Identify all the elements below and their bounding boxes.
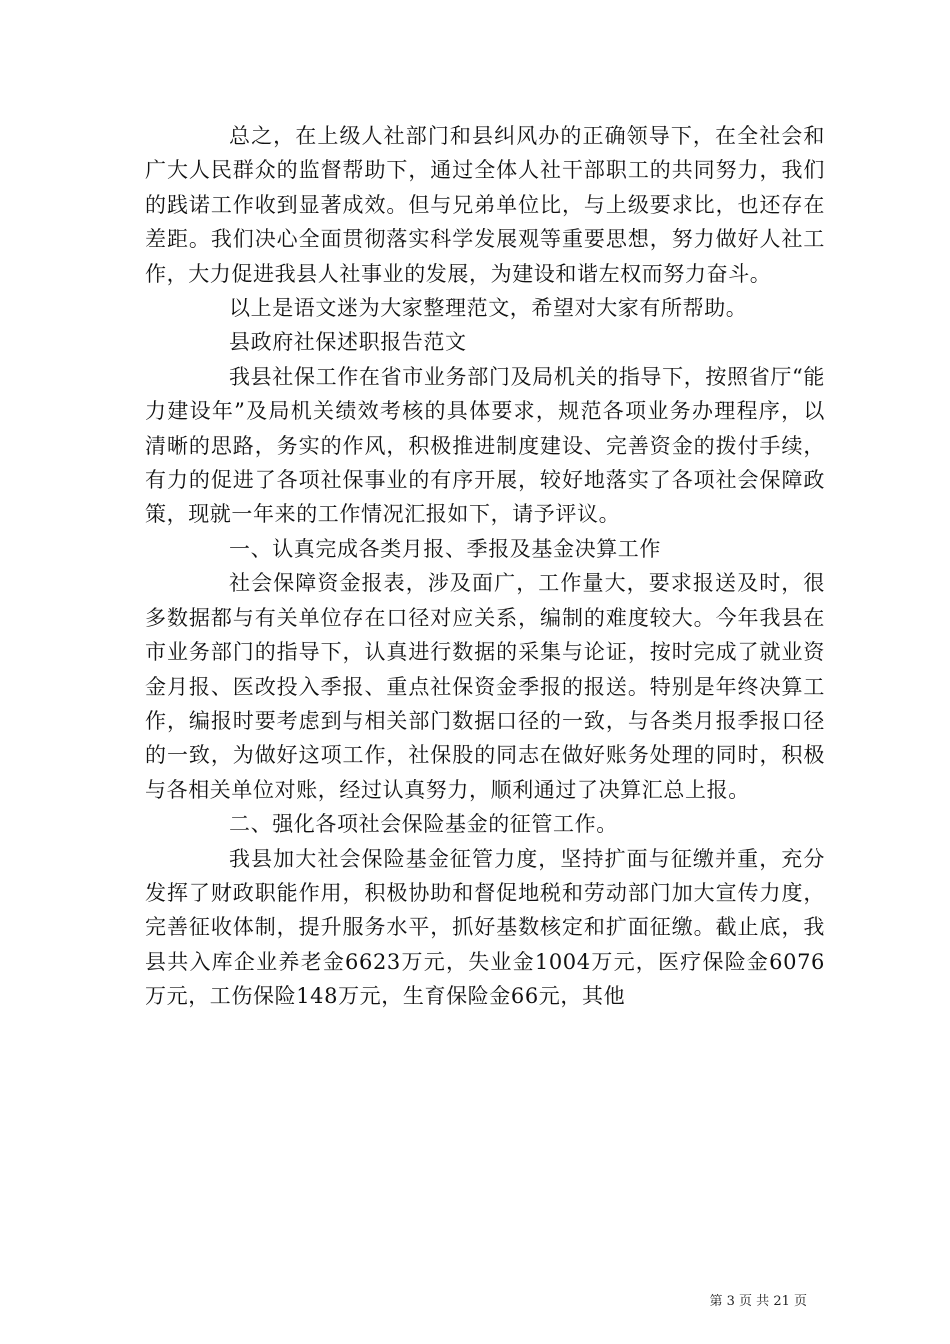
paragraph-intro: 我县社保工作在省市业务部门及局机关的指导下，按照省厅“能力建设年”及局机关绩效考核的具体要求，规范各项业务办理程序，以清晰的思路，务实的作风，积极推进制度建设、完善资金的拨付手续，有力的促进了各项社保事业的有序开展，较好地落实了各项社会保障政策，现就一年来的工作情况汇报如下，请予评议。 bbox=[145, 364, 825, 527]
section-title: 县政府社保述职报告范文 bbox=[229, 330, 467, 355]
document-body bbox=[145, 119, 825, 1014]
paragraph-conclusion: 总之，在上级人社部门和县纠风办的正确领导下，在全社会和广大人民群众的监督帮助下，通过全体人社干部职工的共同努力，我们的践诺工作收到显著成效。但与兄弟单位比，与上级要求比，也还存在差距。我们决心全面贯彻落实科学发展观等重要思想，努力做好人社工作，大力促进我县人社事业的发展，为建设和谐左权而努力奋斗。 bbox=[145, 124, 825, 286]
heading-one: 一、认真完成各类月报、季报及基金决算工作 bbox=[229, 536, 661, 561]
heading-two: 二、强化各项社会保险基金的征管工作。 bbox=[229, 812, 618, 837]
paragraph-fund-collection: 我县加大社会保险基金征管力度，坚持扩面与征缴并重，充分发挥了财政职能作用，积极协助和督促地税和劳动部门加大宣传力度，完善征收体制，提升服务水平，抓好基数核定和扩面征缴。截止底，我县共入库企业养老金6623万元，失业金1004万元，医疗保险金6076万元，工伤保险148万元，生育保险金66元，其他 bbox=[145, 846, 825, 1009]
paragraph-note: 以上是语文迷为大家整理范文，希望对大家有所帮助。 bbox=[229, 296, 748, 321]
paragraph-reports: 社会保障资金报表，涉及面广，工作量大，要求报送及时，很多数据都与有关单位存在口径对应关系，编制的难度较大。今年我县在市业务部门的指导下，认真进行数据的采集与论证，按时完成了就业资金月报、医改投入季报、重点社保资金季报的报送。特别是年终决算工作，编报时要考虑到与相关部门数据口径的一致，与各类月报季报口径的一致，为做好这项工作，社保股的同志在做好账务处理的同时，积极与各相关单位对账，经过认真努力，顺利通过了决算汇总上报。 bbox=[145, 571, 825, 802]
page-number: 第 3 页 共 21 页 bbox=[709, 1294, 807, 1309]
